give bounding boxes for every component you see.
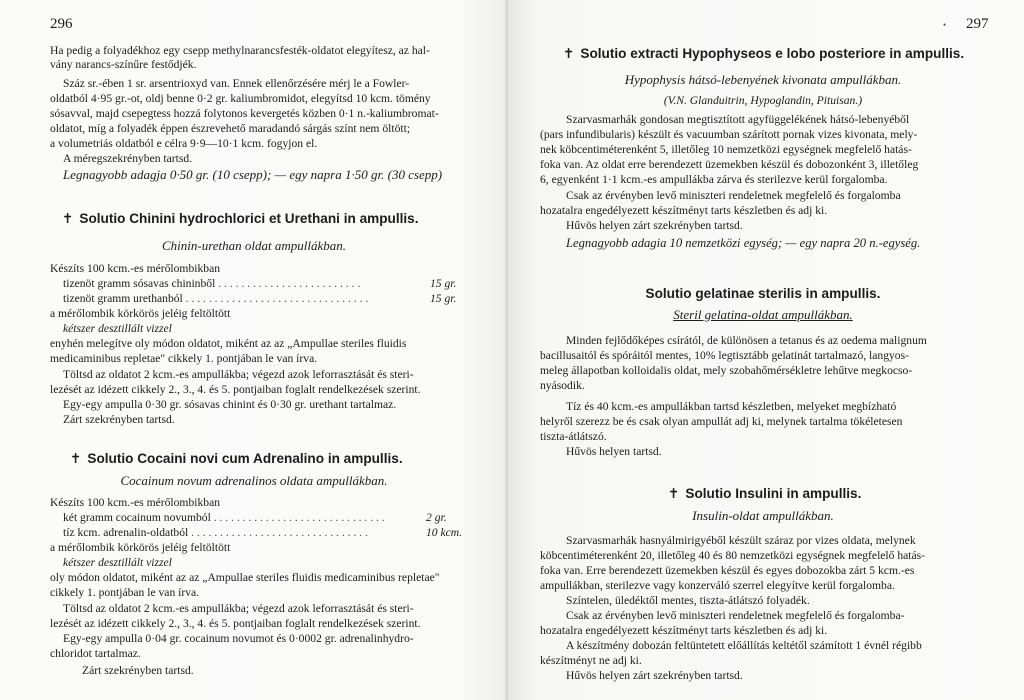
text-line: Készíts 100 kcm.-es mérőlombikban	[50, 496, 221, 509]
text-line: Egy-egy ampulla 0·04 gr. cocainum novumot és 0·0002 gr. adrenalinhydro-	[63, 632, 414, 645]
text-line: Hűvös helyen zárt szekrényben tartsd.	[566, 219, 743, 232]
text-line: medicaminibus repletae" cikkely 1. pontjában le van írva.	[50, 352, 318, 365]
text-line: Készíts 100 kcm.-es mérőlombikban	[50, 262, 221, 275]
text-line: Töltsd az oldatot 2 kcm.-es ampullákba; végezd azok leforrasztását és steri-	[63, 602, 414, 615]
intro-line: Száz sr.-ében 1 sr. arsentrioxyd van. Ennek ellenőrzésére mérj le a Fowler-	[63, 77, 410, 90]
text-line: hozatalra engedélyezett készítményt tarts készletben és adj ki.	[540, 204, 828, 217]
text-line: foka van. Erre berendezett üzemekben készül és egyes dobozokba zárt 5 kcm.-es	[540, 564, 915, 577]
intro-line: sósavval, majd csepegtess hozzá folytonos kevergetés közben 0·1 n.-kaliumbromat-	[50, 107, 439, 120]
intro-line: A méregszekrényben tartsd.	[63, 152, 193, 165]
right-page	[508, 0, 1024, 700]
text-line: köbcentiméterenként 20, illetőleg 40 és 80 nemzetközi egységnek megfelelő hatás-	[540, 549, 926, 562]
text-line: készítményt ne adj ki.	[540, 654, 642, 667]
text-line: Szarvasmarhák gondosan megtisztított agyfüggelékének hátsó-lebenyéből	[566, 113, 910, 126]
ingredient-line: tíz kcm. adrenalin-oldatból . . . . . . . . . . . . . . . . . . . . . . . . . . . . . . .	[63, 526, 368, 539]
text-line: bacillusaitól és spóráitól mentes, 10% legtisztább gelatinát tartalmazó, langyos-	[540, 349, 909, 362]
text-line: Minden fejlődőképes csírától, de különösen a tetanus és az oedema malignum	[566, 334, 927, 347]
cross-icon: ✝	[62, 211, 74, 226]
text-line: oly módon oldatot, miként az az „Ampullae steriles fluidis medicaminibus repletae"	[50, 571, 440, 584]
section-subtitle: Chinin-urethan oldat ampullákban.	[161, 238, 347, 253]
left-page	[0, 0, 508, 700]
section-subtitle: Steril gelatina-oldat ampullákban.	[673, 307, 853, 322]
text-line: nek köbcentiméterenként 5, illetőleg 10 nemzetközi egységnek megfelelő hatás-	[540, 143, 912, 156]
text-line: Zárt szekrényben tartsd.	[63, 413, 175, 426]
text-line: Hűvös helyen tartsd.	[566, 445, 662, 458]
text-line: nyásodik.	[540, 379, 585, 392]
text-line: A készítmény dobozán feltüntetett előállítás keltétől számított 1 évnél régibb	[566, 639, 922, 652]
text-line: a mérőlombik körkörös jeléig feltöltött	[50, 541, 231, 554]
ingredient-line: tizenöt gramm urethanból . . . . . . . . . . . . . . . . . . . . . . . . . . . . . . . .	[63, 292, 369, 305]
ingredient-amount: 15 gr.	[430, 277, 457, 290]
text-line: lezését az idézett cikkely 2., 3., 4. és 5. pontjaiban foglalt rendelkezések szerint.	[50, 383, 421, 396]
section-title: ✝ Solutio Chinini hydrochlorici et Urethani in ampullis.	[62, 211, 419, 226]
ingredient-amount: 15 gr.	[430, 292, 457, 305]
section-title: Solutio gelatinae sterilis in ampullis.	[645, 286, 881, 301]
text-line: foka van. Az oldat erre berendezett üzemekben készül és dobozonként 3, illetőleg	[540, 158, 919, 171]
text-line: enyhén melegítve oly módon oldatot, miként az az „Ampullae steriles fluidis	[50, 337, 407, 350]
max-dose-line: Legnagyobb adagja 0·50 gr. (10 csepp); — egy napra 1·50 gr. (30 csepp)	[63, 167, 443, 182]
text-line: chloridot tartalmaz.	[50, 647, 141, 660]
ingredient-amount: 10 kcm.	[426, 526, 463, 539]
section-title: ✝ Solutio Insulini in ampullis.	[668, 486, 862, 501]
text-line: Szarvasmarhák hasnyálmirigyéből készült száraz por vizes oldata, melynek	[566, 534, 916, 547]
synonyms: (V.N. Glanduitrin, Hypoglandin, Pituisan.)	[663, 94, 863, 107]
intro-line: Ha pedig a folyadékhoz egy csepp methylnarancsfesték-oldatot elegyítesz, az hal-	[50, 44, 430, 57]
intro-line: oldatot, míg a folyadék éppen észrevehető maradandó sárgás színt nem öltött;	[50, 122, 411, 135]
cross-icon: ✝	[563, 46, 575, 61]
page-number: 296	[50, 16, 73, 32]
page-number: 297	[966, 16, 989, 32]
ingredient-line: két gramm cocainum novumból . . . . . . . . . . . . . . . . . . . . . . . . . . . . . .	[63, 511, 385, 524]
text-line: Színtelen, üledéktől mentes, tiszta-átlátszó folyadék.	[566, 594, 810, 607]
text-line: lezését az idézett cikkely 2., 3., 4. és 5. pontjaiban foglalt rendelkezések szerint.	[50, 617, 421, 630]
speck: •	[943, 20, 947, 30]
max-dose-line: Legnagyobb adagia 10 nemzetközi egység; — egy napra 20 n.-egység.	[566, 236, 921, 250]
text-line: Töltsd az oldatot 2 kcm.-es ampullákba; végezd azok leforrasztását és steri-	[63, 368, 414, 381]
text-line: Zárt szekrényben tartsd.	[82, 664, 194, 677]
text-line: a mérőlombik körkörös jeléig feltöltött	[50, 307, 231, 320]
cross-icon: ✝	[668, 486, 680, 501]
cross-icon: ✝	[70, 451, 82, 466]
text-line: cikkely 1. pontjában le van írva.	[50, 586, 200, 599]
intro-line: oldatból 4·95 gr.-ot, oldj benne 0·2 gr. kaliumbromidot, elegyítsd 10 kcm. tömény	[50, 92, 431, 105]
section-title: ✝ Solutio extracti Hypophyseos e lobo posteriore in ampullis.	[563, 46, 965, 61]
section-subtitle: Cocainum novum adrenalinos oldata ampullákban.	[120, 473, 388, 488]
text-line: helyről szerezz be és csak olyan ampullát adj ki, melynek tartalma tökéletesen	[540, 415, 903, 428]
text-line: 6, egyenként 1·1 kcm.-es ampullákba zárva és sterilezve kerül forgalomba.	[540, 173, 888, 186]
text-line: ampullákban, sterilezve vagy konzerváló szerrel elegyítve kerül forgalomba.	[540, 579, 895, 592]
text-line: Csak az érvényben levő miniszteri rendeletnek megfelelő és forgalomba	[566, 189, 901, 202]
section-subtitle: Insulin-oldat ampullákban.	[692, 508, 834, 523]
text-line: Tíz és 40 kcm.-es ampullákban tartsd készletben, melyeket megbízható	[566, 400, 897, 413]
text-line: Csak az érvényben levő miniszteri rendeletnek megfelelő és forgalomba-	[566, 609, 905, 622]
intro-line: a volumetriás oldatból e célra 9·9—10·1 kcm. fogyjon el.	[50, 137, 318, 150]
ingredient-line: tizenöt gramm sósavas chininből . . . . . . . . . . . . . . . . . . . . . . . . .	[63, 277, 361, 290]
section-subtitle: Hypophysis hátsó-lebenyének kivonata ampullákban.	[624, 72, 902, 87]
text-line: (pars infundibularis) készült és vacuumban szárított pornak vizes kivonata, mely-	[540, 128, 918, 141]
text-line: kétszer desztillált vizzel	[63, 556, 172, 569]
text-line: meleg állapotban kolloidalis oldat, mely szobahőmérsékletre lehűtve megkocso-	[540, 364, 913, 377]
text-line: Hűvös helyen zárt szekrényben tartsd.	[566, 669, 743, 682]
text-line: Egy-egy ampulla 0·30 gr. sósavas chinint és 0·30 gr. urethant tartalmaz.	[63, 398, 397, 411]
text-line: hozatalra engedélyezett készítményt tarts készletben és adj ki.	[540, 624, 828, 637]
text-line: tiszta-átlátszó.	[540, 430, 607, 443]
ingredient-amount: 2 gr.	[426, 511, 447, 524]
intro-line: vány narancs-színűre festődjék.	[50, 58, 197, 71]
section-title: ✝ Solutio Cocaini novi cum Adrenalino in ampullis.	[70, 451, 403, 466]
text-line: kétszer desztillált vizzel	[63, 322, 172, 335]
